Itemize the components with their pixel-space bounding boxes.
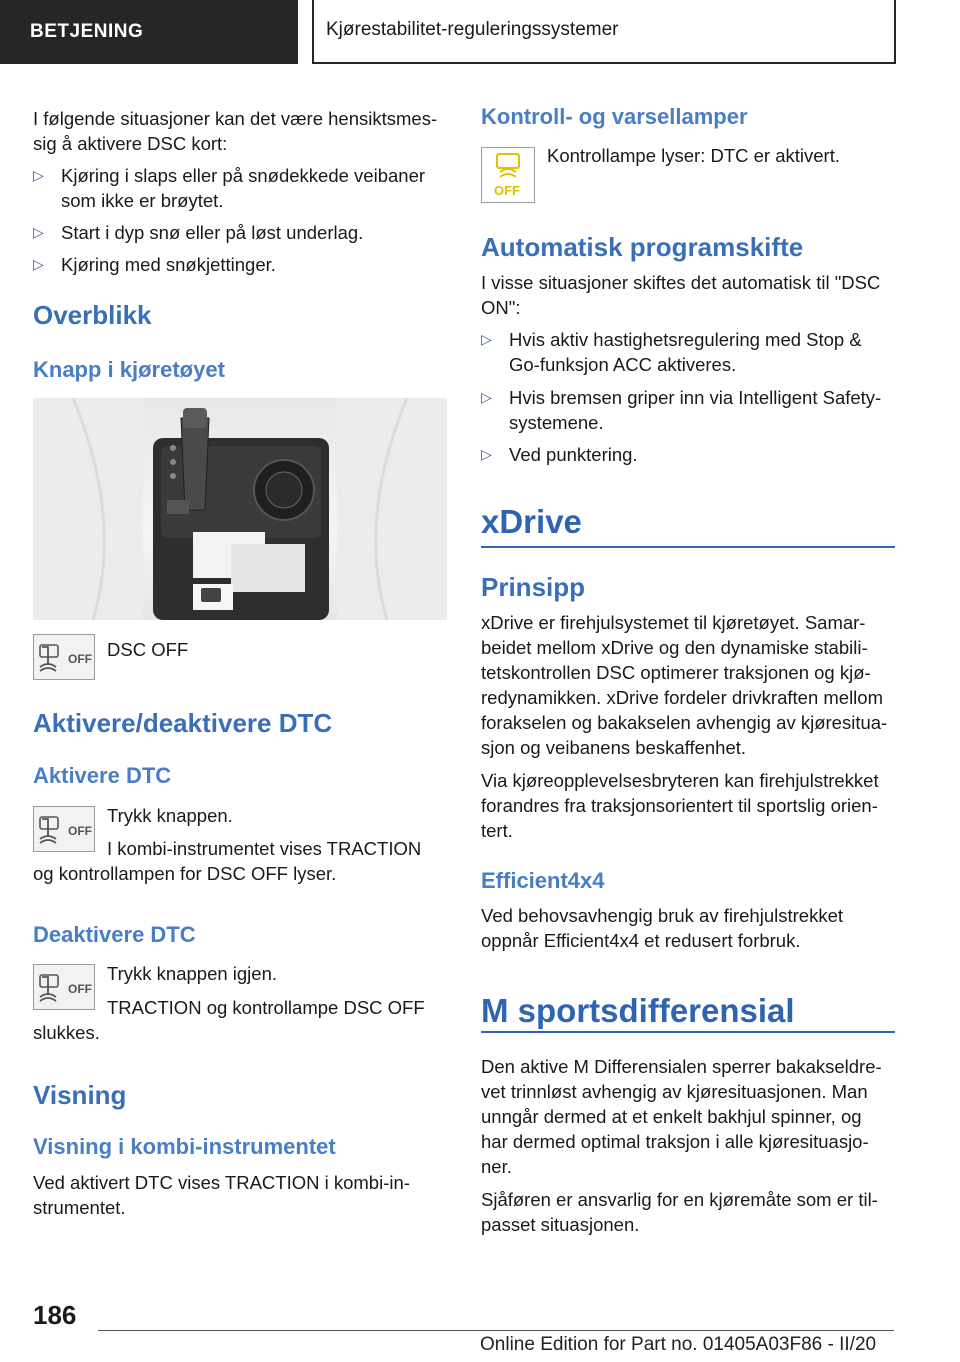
section-divider <box>481 1031 895 1033</box>
dsc-off-icon <box>33 964 95 1010</box>
heading-knapp: Knapp i kjøretøyet <box>33 357 225 382</box>
list-item: ▷ Hvis bremsen griper inn via Intelligent Safety- systemene. <box>481 387 882 433</box>
section-tab: BETJENING <box>0 0 298 64</box>
section-divider <box>481 546 895 548</box>
triangle-right-icon: ▷ <box>33 224 44 240</box>
page-number: 186 <box>33 1300 77 1330</box>
heading-xdrive: xDrive <box>481 503 582 540</box>
chapter-title: Kjørestabilitet-reguleringssystemer <box>312 0 896 64</box>
heading-msport: M sportsdifferensial <box>481 992 795 1029</box>
auto-text-1: I visse situasjoner skiftes det automatisk til "DSC <box>481 272 881 293</box>
heading-deaktivere: Deaktivere DTC <box>33 922 196 947</box>
aktivere-text-1: Trykk knappen. <box>107 805 233 826</box>
list-item: ▷ Start i dyp snø eller på løst underlag. <box>33 222 364 243</box>
list-item: ▷ Hvis aktiv hastighetsregulering med Stop & Go-funksjon ACC aktiveres. <box>481 329 862 375</box>
dsc-off-icon <box>33 634 95 680</box>
heading-visning: Visning <box>33 1080 127 1110</box>
triangle-right-icon: ▷ <box>33 167 44 183</box>
msport-line: vet trinnløst avhengig av kjøresituasjonen. Man <box>481 1081 868 1102</box>
via-line: tert. <box>481 820 513 841</box>
aktivere-text-3: og kontrollampen for DSC OFF lyser. <box>33 863 337 884</box>
svg-text:OFF: OFF <box>68 824 92 838</box>
svg-text:OFF: OFF <box>494 183 520 198</box>
heading-efficient: Efficient4x4 <box>481 868 605 893</box>
list-item: ▷ Kjøring i slaps eller på snødekkede veibaner som ikke er brøytet. <box>33 165 426 211</box>
heading-aktivere-deaktivere: Aktivere/deaktivere DTC <box>33 708 333 738</box>
center-console-photo <box>33 398 447 620</box>
sjafor-line: passet situasjonen. <box>481 1214 640 1235</box>
prinsipp-line: sjon og veibanens beskaffenhet. <box>481 737 747 758</box>
prinsipp-line: redynamikken. xDrive fordeler drivkraften mellom <box>481 687 883 708</box>
footer-divider <box>98 1330 894 1331</box>
sjafor-line: Sjåføren er ansvarlig for en kjøremåte som er til- <box>481 1189 878 1210</box>
prinsipp-line: forakselen og bakakselen avhengig av kjøresitua- <box>481 712 888 733</box>
intro-line-2: sig å aktivere DSC kort: <box>33 133 228 154</box>
deaktivere-text-3: slukkes. <box>33 1022 100 1043</box>
triangle-right-icon: ▷ <box>481 389 492 405</box>
msport-line: ner. <box>481 1156 512 1177</box>
triangle-right-icon: ▷ <box>481 331 492 347</box>
triangle-right-icon: ▷ <box>33 256 44 272</box>
heading-overblikk: Overblikk <box>33 300 152 330</box>
efficient-line: oppnår Efficient4x4 et redusert forbruk. <box>481 930 801 951</box>
heading-prinsipp: Prinsipp <box>481 572 586 602</box>
heading-auto: Automatisk programskifte <box>481 232 804 262</box>
aktivere-text-2: I kombi-instrumentet vises TRACTION <box>107 838 422 859</box>
visning-text-1: Ved aktivert DTC vises TRACTION i kombi-in- <box>33 1172 410 1193</box>
heading-kontroll: Kontroll- og varsellamper <box>481 104 748 129</box>
dsc-off-warning-lamp-icon <box>481 147 535 203</box>
auto-text-2: ON": <box>481 297 521 318</box>
list-item: ▷ Ved punktering. <box>481 444 638 465</box>
triangle-right-icon: ▷ <box>481 446 492 462</box>
prinsipp-line: beidet mellom xDrive og den dynamiske stabili- <box>481 637 868 658</box>
page-header <box>0 0 960 66</box>
via-line: Via kjøreopplevelsesbryteren kan firehjulstrekket <box>481 770 879 791</box>
visning-text-2: strumentet. <box>33 1197 126 1218</box>
list-item: ▷ Kjøring med snøkjettinger. <box>33 254 276 275</box>
prinsipp-line: tetskontrollen DSC optimerer traksjonen og kjø- <box>481 662 871 683</box>
kontroll-text: Kontrollampe lyser: DTC er aktivert. <box>547 145 841 166</box>
deaktivere-text-1: Trykk knappen igjen. <box>107 963 278 984</box>
intro-line-1: I følgende situasjoner kan det være hensiktsmes- <box>33 108 438 129</box>
dsc-off-label: DSC OFF <box>107 639 189 660</box>
msport-line: unngår dermed at et enkelt bakhjul spinner, og <box>481 1106 862 1127</box>
prinsipp-line: xDrive er firehjulsystemet til kjøretøyet. Samar- <box>481 612 866 633</box>
deaktivere-text-2: TRACTION og kontrollampe DSC OFF <box>107 997 425 1018</box>
svg-text:OFF: OFF <box>68 652 92 666</box>
heading-visning-kombi: Visning i kombi-instrumentet <box>33 1134 336 1159</box>
svg-text:OFF: OFF <box>68 982 92 996</box>
efficient-line: Ved behovsavhengig bruk av firehjulstrekket <box>481 905 843 926</box>
msport-line: har dermed optimal traksjon i alle kjøresituasjo- <box>481 1131 869 1152</box>
dsc-off-icon <box>33 806 95 852</box>
msport-line: Den aktive M Differensialen sperrer bakakseldre- <box>481 1056 882 1077</box>
heading-aktivere: Aktivere DTC <box>33 763 172 788</box>
via-line: forandres fra traksjonsorientert til sportslig orien- <box>481 795 878 816</box>
footer-edition: Online Edition for Part no. 01405A03F86 - II/20 <box>480 1334 877 1355</box>
